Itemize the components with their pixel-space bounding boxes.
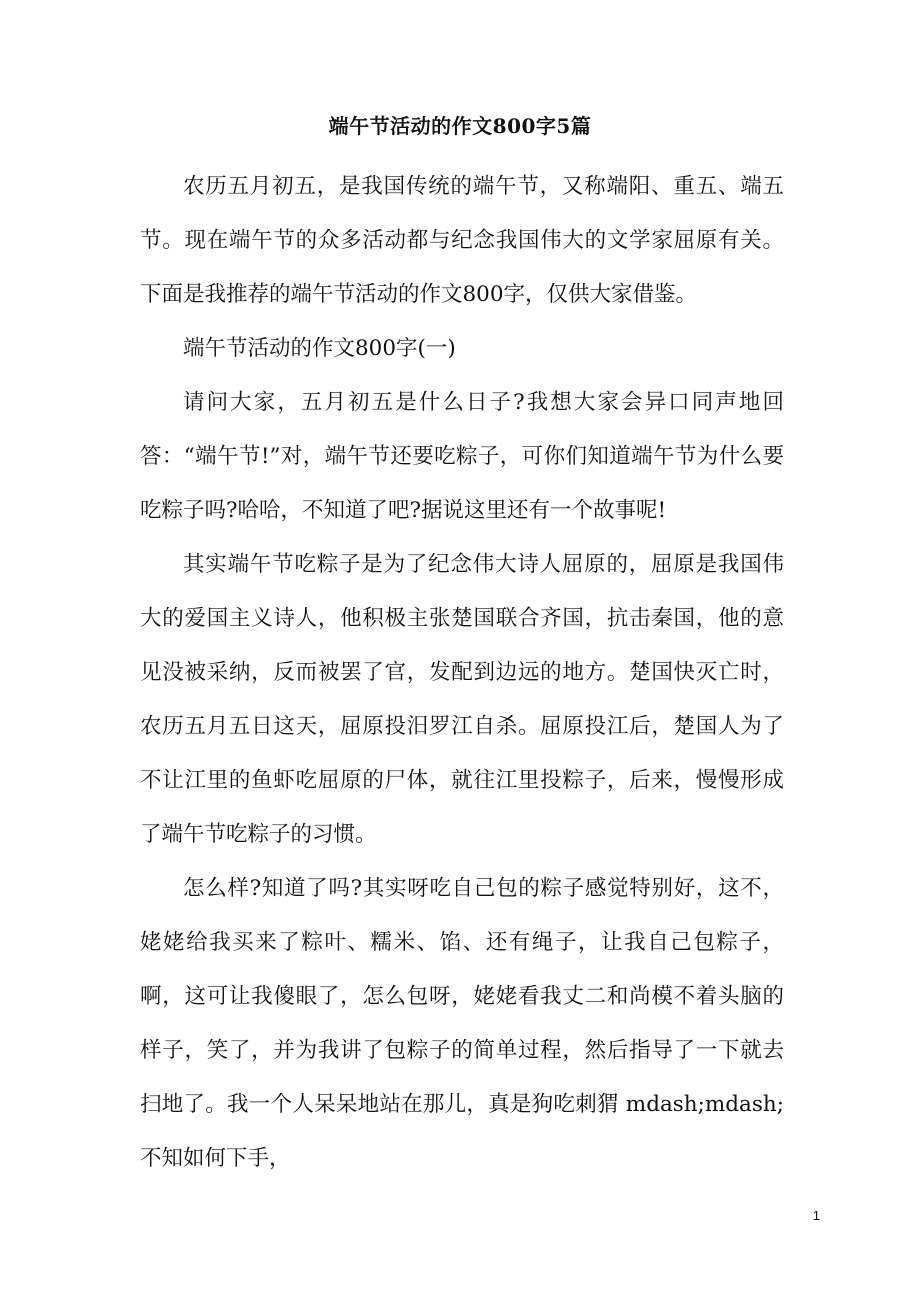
document-title: 端午节活动的作文800字5篇 xyxy=(328,114,592,138)
document-body xyxy=(140,160,784,1186)
section-heading: 端午节活动的作文800字(一) xyxy=(183,336,456,361)
intro-paragraph: 农历五月初五，是我国传统的端午节，又称端阳、重五、端五节。现在端午节的众多活动都与纪念我国伟大的文学家屈原有关。下面是我推荐的端午节活动的作文800字，仅供大家借鉴。 xyxy=(140,174,784,307)
body-paragraph: 其实端午节吃粽子是为了纪念伟大诗人屈原的，屈原是我国伟大的爱国主义诗人，他积极主张楚国联合齐国，抗击秦国，他的意见没被采纳，反而被罢了官，发配到边远的地方。楚国快灭亡时，农历五月五日这天，屈原投汨罗江自杀。屈原投江后，楚国人为了不让江里的鱼虾吃屈原的尸体，就往江里投粽子，后来，慢慢形成了端午节吃粽子的习惯。 xyxy=(140,552,784,847)
page-number: 1 xyxy=(812,1208,820,1223)
body-paragraph: 请问大家，五月初五是什么日子?我想大家会异口同声地回答：“端午节!”对，端午节还要吃粽子，可你们知道端午节为什么要吃粽子吗?哈哈，不知道了吧?据说这里还有一个故事呢! xyxy=(140,390,784,523)
body-paragraph: 怎么样?知道了吗?其实呀吃自己包的粽子感觉特别好，这不，姥姥给我买来了粽叶、糯米、馅、还有绳子，让我自己包粽子，啊，这可让我傻眼了，怎么包呀，姥姥看我丈二和尚模不着头脑的样子，笑了，并为我讲了包粽子的简单过程，然后指导了一下就去扫地了。我一个人呆呆地站在那儿，真是狗吃刺猬 mdash;mdash;不知如何下手， xyxy=(140,876,784,1171)
